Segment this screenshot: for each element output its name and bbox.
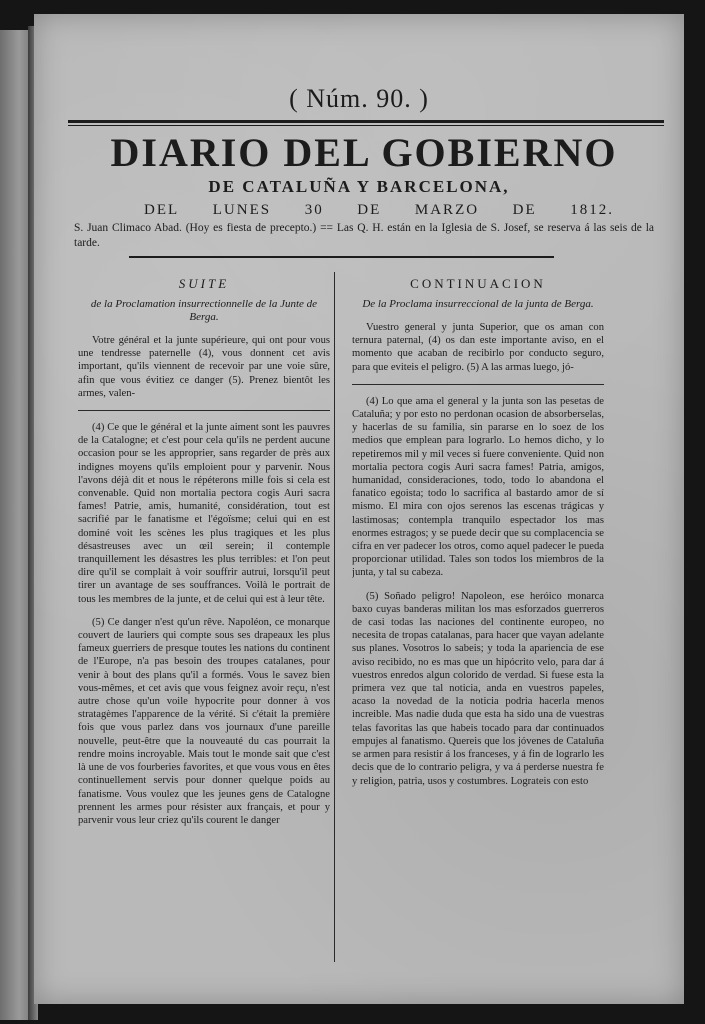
header-rule: [68, 120, 664, 126]
dateline-weekday: LUNES: [212, 202, 272, 218]
left-separator: [78, 410, 330, 411]
left-column-subtitle: de la Proclamation insurrectionnelle de la Junte de Berga.: [90, 298, 318, 323]
masthead-subtitle: DE CATALUÑA Y BARCELONA,: [208, 177, 510, 196]
right-paragraph: (5) Soñado peligro! Napoleon, ese heróico monarca baxo cuyas banderas militan los mas esforzados guerreros de casi todas las naciones del continente europeo, no necesita de tropas catalanas, para hacer que vayan adelante sus planes. Vosotros lo sabeis; y toda la apariencia de ese aviso recibido, no es mas que un hipócrito velo, para dar á vuestros enredos algun colorido de verdad. Si fuese esta la primera vez que tal noticia, anda en vuestros papeles, acaso la novedad de la noticia podria hacerla menos increible. Mas nadie duda que esta ha sido una de vuestras telas favoritas las que habeis tocado para dar continuados empujes al fanatismo. Quereis que los jóvenes de Cataluña se armen para resistir á los franceses, y á fin de lograrlo les decis que de lo contrario peligra, y va á perderse nuestra fe y religion, patria, usos y costumbres. Lograteis con esto: [352, 590, 604, 787]
dateline-word: DEL: [144, 202, 180, 218]
section-rule: [129, 256, 554, 258]
dateline-word: DE: [357, 202, 382, 218]
right-column-title: CONTINUACION: [410, 276, 546, 291]
left-column: [78, 272, 330, 937]
dateline-word: DE: [512, 202, 537, 218]
right-column: [352, 272, 604, 937]
column-divider: [334, 272, 335, 962]
dateline: [144, 202, 614, 219]
right-separator: [352, 384, 604, 385]
dateline-day: 30: [304, 202, 324, 218]
right-paragraph: (4) Lo que ama el general y la junta son las pesetas de Cataluña; y por esto no perdonan ocasion de absorberselas, y hacerlas de su familia, sin pararse en lo soez de los medios que emplean para lograrlo. Lo hemos dicho, y lo repetiremos mil y mil veces si fuere conveniente. Quid non mortalia pectora cogis Auri sacra fames! Patria, amigos, humanidad, consideraciones, todo, todo lo abandona el fanatico egoista; todo lo sacrifica al bastardo amor de sí mismo. El mira con ojos serenos las escenas trágicas y lastimosas; contempla tranquilo espectador los mas enormes estragos; y se puede decir que su complacencia se cifra en ver padecer los otros, como aquel padecer le pueda proporcionar utilidad. Tales son todos los miembros de la junta, y tal su cabeza.: [352, 395, 604, 579]
issue-number: ( Núm. 90. ): [289, 84, 429, 113]
right-column-subtitle: De la Proclama insurreccional de la junta de Berga.: [362, 298, 594, 310]
dateline-year: 1812.: [570, 202, 614, 218]
left-paragraph: (4) Ce que le général et la junte aiment sont les pauvres de la Catalogne; et c'est pour cela qu'ils ne perdent aucune occasion pour se les approprier, sans regarder de près aux indignes moyens qu'ils emploient pour y parvenir. Nous l'avons déjà dit et nous le répéterons mille fois si cela est convenable. Quid non mortalia pectora cogis Auri sacra fames! Patrie, amis, humanité, considération, tout est sacrifié par le fanatisme et l'égoïsme; celui qui en est dominé voit les scènes les plus tragiques et les plus désastreuses avec un œil serein; il contemple tranquillement les désastres les plus terribles: et l'on peut dire qu'il se complait à voir souffrir autrui, lorsqu'il peut tirer un avantage de ses souffrances. Voilà le portrait de tous les membres de la junte, et de celui qui est à leur tête.: [78, 422, 330, 605]
left-paragraph: (5) Ce danger n'est qu'un rêve. Napoléon, ce monarque couvert de lauriers qui compte sous ses drapeaux les plus fameux guerriers de presque toutes les nations du continent de l'Europe, n'a pas besoin des troupes catalanes, pour venir à bout des plans qu'il a formés. Vous le savez bien vous-mêmes, et cet avis que vous feignez avoir reçu, n'est autre chose qu'un voile hypocrite pour donner à vos stratagèmes l'apparence de la vérité. Si c'était la première fois que vous parlez dans vos journaux d'une pareille nouvelle, peut-être que la nouveauté du cas pourrait la rendre moins incroyable. Mais tout le monde sait que c'est là une de vos fourberies favorites, et que vous vous en êtes continuellement servis pour donner quelque poids au fanatisme. Vous voulez que les jeunes gens de Catalogne prennent les armes pour résister aux français, et pour y parvenir vous leur criez qu'ils courent le danger: [78, 616, 330, 826]
daily-notice: S. Juan Climaco Abad. (Hoy es fiesta de precepto.) == Las Q. H. están en la Iglesia de S. Josef, se reserva á las seis de la tarde.: [74, 222, 654, 249]
right-paragraph: Vuestro general y junta Superior, que os aman con ternura paternal, (4) os dan este importante aviso, en el momento que acaban de recibirlo por conducto seguro, para que eviteis el peligro. (5) A las armas luego, jó-: [352, 322, 604, 373]
left-paragraph: Votre général et la junte supérieure, qui ont pour vous une tendresse paternelle (4), vous donnent cet avis important, qu'ils viennent de recevoir par une voie sûre, afin que vous évitiez ce danger (5). Prenez bientôt les armes, valen-: [78, 335, 330, 399]
masthead-title: DIARIO DEL GOBIERNO: [110, 130, 618, 175]
newspaper-page: [34, 14, 684, 1004]
left-column-title: SUITE: [178, 276, 230, 291]
dateline-month: MARZO: [414, 202, 480, 218]
